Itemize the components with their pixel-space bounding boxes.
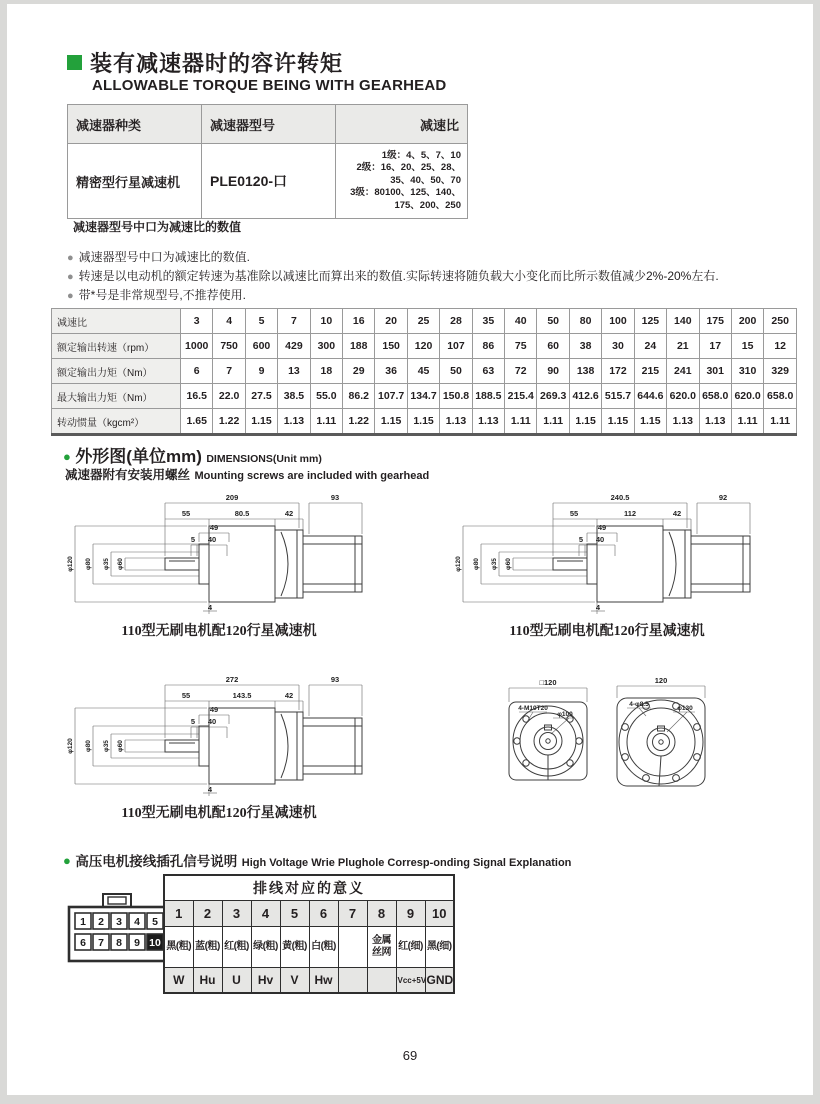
table-cell: 75 <box>505 334 537 359</box>
row-label: 转动惯量（kgcm²） <box>52 409 181 435</box>
note-text: 减速器型号中口为减速比的数值. <box>78 250 250 264</box>
table-cell: 86.2 <box>343 384 375 409</box>
table-cell: 1.13 <box>278 409 310 435</box>
table-cell: 22.0 <box>213 384 245 409</box>
spec-row-ratio <box>52 309 797 334</box>
table-cell: 1.15 <box>569 409 601 435</box>
table-cell: 金属丝网 <box>367 927 396 968</box>
ratio-line: 175、200、250 <box>394 199 461 211</box>
table-cell: 300 <box>310 334 342 359</box>
table-cell: 150 <box>375 334 407 359</box>
table-cell: 1.13 <box>667 409 699 435</box>
table-cell: 250 <box>764 309 797 334</box>
table-cell: 1.11 <box>505 409 537 435</box>
dim-motor: 92 <box>718 493 728 502</box>
page-subtitle: ALLOWABLE TORQUE BEING WITH GEARHEAD <box>92 77 447 94</box>
wiring-title-cn: 高压电机接线插孔信号说明 <box>75 854 238 869</box>
note-item <box>67 267 719 286</box>
table-cell: 658.0 <box>764 384 797 409</box>
dim-front: 55 <box>181 509 191 518</box>
table-cell: 269.3 <box>537 384 569 409</box>
dim-bolt-label-left: 4-M10T20 <box>518 705 548 712</box>
dim-body: 143.5 <box>232 691 252 700</box>
notes-block <box>67 248 719 305</box>
table-cell: 绿(粗) <box>251 927 280 968</box>
wiring-pins-row <box>164 901 454 927</box>
row-label: 最大输出力矩（Nm） <box>52 384 181 409</box>
wiring-header <box>63 850 571 871</box>
table-cell: 45 <box>407 359 439 384</box>
table-cell: 20 <box>375 309 407 334</box>
dim-adapter: 42 <box>284 691 294 700</box>
table-cell: 4 <box>251 901 280 927</box>
table-cell: 125 <box>634 309 666 334</box>
table-cell: 9 <box>396 901 425 927</box>
dimensions-title-en: DIMENSIONS(Unit mm) <box>206 453 322 465</box>
table-cell: 10 <box>310 309 342 334</box>
table-cell: 120 <box>407 334 439 359</box>
table-cell: 黄(粗) <box>280 927 309 968</box>
dim-front: 55 <box>569 509 579 518</box>
dim-dia80: φ80 <box>473 558 480 570</box>
row-label: 减速比 <box>52 309 181 334</box>
dim-front: 55 <box>181 691 191 700</box>
table-cell: 1.15 <box>245 409 277 435</box>
page-title: 装有减速器时的容许转矩 <box>90 51 344 76</box>
table-cell: 1.15 <box>375 409 407 435</box>
wiring-table-title: 排线对应的意义 <box>164 875 454 901</box>
table-cell: 35 <box>472 309 504 334</box>
spec-table <box>51 308 797 436</box>
connector-pin: 2 <box>98 916 104 928</box>
table-cell: 1.11 <box>731 409 763 435</box>
note-item <box>67 286 719 305</box>
dim-adapter: 42 <box>284 509 294 518</box>
table-cell: 50 <box>440 359 472 384</box>
table-cell: 150.8 <box>440 384 472 409</box>
table-cell: 4 <box>213 309 245 334</box>
table-cell: 16 <box>343 309 375 334</box>
table-cell: 16.5 <box>181 384 213 409</box>
table-cell: 515.7 <box>602 384 634 409</box>
col-gearhead-type: 减速器种类 <box>68 105 202 144</box>
note-item <box>67 248 719 267</box>
bullet-icon: ● <box>63 449 71 464</box>
dimension-drawing-2 <box>447 490 767 618</box>
table-cell: 白(粗) <box>309 927 338 968</box>
table-cell: 6 <box>309 901 338 927</box>
table-cell: 1000 <box>181 334 213 359</box>
table-cell: 200 <box>731 309 763 334</box>
ratio-line: 35、40、50、70 <box>390 174 461 186</box>
gearhead-header-row <box>68 105 468 144</box>
table-cell: 412.6 <box>569 384 601 409</box>
connector-pin: 3 <box>116 916 122 928</box>
table-cell: 1.13 <box>699 409 731 435</box>
page-number: 69 <box>402 1048 418 1063</box>
table-cell: 172 <box>602 359 634 384</box>
spec-row-torque <box>52 359 797 384</box>
table-cell: V <box>280 968 309 994</box>
table-cell: 241 <box>667 359 699 384</box>
table-cell: 黑(细) <box>425 927 454 968</box>
dim-motor: 93 <box>330 675 340 684</box>
dim-dia35: φ35 <box>103 740 110 752</box>
table-cell: 28 <box>440 309 472 334</box>
table-cell: W <box>164 968 193 994</box>
gearhead-model: PLE0120-口 <box>202 144 336 219</box>
dim-dia80: φ80 <box>85 740 92 752</box>
table-cell: 138 <box>569 359 601 384</box>
wiring-table-title-row <box>164 875 454 901</box>
table-cell: 21 <box>667 334 699 359</box>
table-cell: 27.5 <box>245 384 277 409</box>
col-gearhead-ratio: 减速比 <box>336 105 468 144</box>
dim-49: 49 <box>597 523 607 532</box>
table-cell: 750 <box>213 334 245 359</box>
table-cell: 310 <box>731 359 763 384</box>
dim-body: 80.5 <box>234 509 250 518</box>
table-cell: 7 <box>278 309 310 334</box>
table-cell: 658.0 <box>699 384 731 409</box>
connector-plug-icon <box>67 892 171 964</box>
table-footnote: 减速器型号中口为减速比的数值 <box>73 220 242 234</box>
dim-40: 40 <box>207 535 217 544</box>
table-cell <box>367 968 396 994</box>
table-cell: 36 <box>375 359 407 384</box>
ratio-line: 1级：4、5、7、10 <box>381 149 461 161</box>
table-cell: Hw <box>309 968 338 994</box>
table-cell: 10 <box>425 901 454 927</box>
row-label: 额定输出转速（rpm） <box>52 334 181 359</box>
dim-5: 5 <box>190 535 196 544</box>
table-cell: 188.5 <box>472 384 504 409</box>
table-cell: 188 <box>343 334 375 359</box>
table-cell: 63 <box>472 359 504 384</box>
table-cell: 80 <box>569 309 601 334</box>
table-cell: 红(细) <box>396 927 425 968</box>
dim-total: 209 <box>225 493 239 502</box>
table-cell: 1.11 <box>764 409 797 435</box>
drawing-caption: 110型无刷电机配120行星减速机 <box>121 806 317 821</box>
dim-dia130: φ130 <box>677 705 693 712</box>
table-cell: 黑(粗) <box>164 927 193 968</box>
table-cell: 60 <box>537 334 569 359</box>
table-cell: 12 <box>764 334 797 359</box>
col-gearhead-model: 减速器型号 <box>202 105 336 144</box>
table-cell: 7 <box>213 359 245 384</box>
page <box>7 4 813 1095</box>
table-cell: 55.0 <box>310 384 342 409</box>
dim-4: 4 <box>207 603 213 612</box>
table-cell: 1.15 <box>602 409 634 435</box>
dimensions-subtitle-cn: 减速器附有安装用螺丝 <box>65 468 191 482</box>
dim-adapter: 42 <box>672 509 682 518</box>
table-cell: 1.11 <box>310 409 342 435</box>
note-text: 带*号是非常规型号,不推荐使用. <box>78 288 246 302</box>
dim-40: 40 <box>595 535 605 544</box>
table-cell: 1 <box>164 901 193 927</box>
bullet-icon: ● <box>67 290 74 302</box>
dim-dia120: φ120 <box>67 556 74 572</box>
dim-5: 5 <box>190 717 196 726</box>
dim-dia60: φ60 <box>117 740 124 752</box>
connector-pin: 10 <box>149 937 161 949</box>
connector-pin: 7 <box>98 937 104 949</box>
dim-5: 5 <box>578 535 584 544</box>
table-cell: 107.7 <box>375 384 407 409</box>
connector-pin: 8 <box>116 937 122 949</box>
ratio-line: 3级：80100、125、140、 <box>350 187 461 199</box>
table-cell: 215 <box>634 359 666 384</box>
table-cell: 134.7 <box>407 384 439 409</box>
table-cell: 6 <box>181 359 213 384</box>
bullet-icon: ● <box>63 853 71 868</box>
dimensions-subtitle-en: Mounting screws are included with gearhead <box>194 470 430 482</box>
table-cell: 175 <box>699 309 731 334</box>
table-cell: 29 <box>343 359 375 384</box>
wiring-table <box>163 874 455 994</box>
table-cell: 1.22 <box>343 409 375 435</box>
dimensions-subtitle <box>65 465 429 484</box>
dim-total: 272 <box>225 675 239 684</box>
connector-pin: 5 <box>152 916 158 928</box>
table-cell: 429 <box>278 334 310 359</box>
table-cell: 215.4 <box>505 384 537 409</box>
table-cell: 620.0 <box>731 384 763 409</box>
table-cell: 1.13 <box>440 409 472 435</box>
table-cell: 72 <box>505 359 537 384</box>
table-cell: Vcc+5V <box>396 968 425 994</box>
dim-40: 40 <box>207 717 217 726</box>
table-cell: 301 <box>699 359 731 384</box>
gearhead-type: 精密型行星减速机 <box>68 144 202 219</box>
table-cell: 3 <box>181 309 213 334</box>
dimensions-header <box>63 442 322 467</box>
table-cell: Hv <box>251 968 280 994</box>
dim-dia35: φ35 <box>491 558 498 570</box>
table-cell: 1.11 <box>537 409 569 435</box>
table-cell: 5 <box>245 309 277 334</box>
table-cell: 90 <box>537 359 569 384</box>
table-cell: U <box>222 968 251 994</box>
table-cell: 40 <box>505 309 537 334</box>
table-cell: 15 <box>731 334 763 359</box>
dim-dia120: φ120 <box>67 738 74 754</box>
wiring-title-en: High Voltage Wrie Plughole Corresp-onding Signal Explanation <box>241 857 572 869</box>
dim-square120: □120 <box>539 678 557 687</box>
table-cell: 1.13 <box>472 409 504 435</box>
table-cell: 107 <box>440 334 472 359</box>
ratio-line: 2级：16、20、25、28、 <box>356 162 461 174</box>
table-cell: Hu <box>193 968 222 994</box>
dim-dia80: φ80 <box>85 558 92 570</box>
table-cell: 1.65 <box>181 409 213 435</box>
connector-pin: 6 <box>80 937 86 949</box>
dim-dia120: φ120 <box>455 556 462 572</box>
table-cell: 8 <box>367 901 396 927</box>
wiring-colors-row <box>164 927 454 968</box>
table-cell: 蓝(粗) <box>193 927 222 968</box>
table-cell <box>338 968 367 994</box>
connector-pin: 9 <box>134 937 140 949</box>
dim-dia100: φ100 <box>557 711 573 718</box>
table-cell: 13 <box>278 359 310 384</box>
dim-dia35: φ35 <box>103 558 110 570</box>
dimension-drawing-3 <box>59 672 379 800</box>
table-cell: 红(粗) <box>222 927 251 968</box>
table-cell: 24 <box>634 334 666 359</box>
spec-row-maxtorque <box>52 384 797 409</box>
table-cell: 2 <box>193 901 222 927</box>
dim-total: 240.5 <box>610 493 630 502</box>
table-cell: 5 <box>280 901 309 927</box>
table-cell: 1.15 <box>634 409 666 435</box>
bullet-icon: ● <box>67 252 74 264</box>
table-cell: 620.0 <box>667 384 699 409</box>
dim-4: 4 <box>207 785 213 794</box>
note-text: 转速是以电动机的额定转速为基准除以减速比而算出来的数值.实际转速将随负载大小变化而比所示数值减少2%-20%左右. <box>78 269 719 283</box>
dim-dia60: φ60 <box>117 558 124 570</box>
dim-49: 49 <box>209 523 219 532</box>
wiring-signals-row <box>164 968 454 994</box>
table-cell: 18 <box>310 359 342 384</box>
dim-motor: 93 <box>330 493 340 502</box>
table-cell: 50 <box>537 309 569 334</box>
dim-body: 112 <box>623 509 637 518</box>
table-cell: 329 <box>764 359 797 384</box>
dim-4: 4 <box>595 603 601 612</box>
table-cell: 38 <box>569 334 601 359</box>
table-cell: 1.22 <box>213 409 245 435</box>
dimensions-title-cn: 外形图(单位mm) <box>75 447 202 466</box>
connector-pin: 4 <box>134 916 140 928</box>
gearhead-table <box>67 104 468 219</box>
table-cell: 38.5 <box>278 384 310 409</box>
table-cell: 9 <box>245 359 277 384</box>
row-label: 额定输出力矩（Nm） <box>52 359 181 384</box>
table-cell <box>338 927 367 968</box>
gearhead-ratios <box>336 144 468 219</box>
connector-pin: 1 <box>80 916 86 928</box>
table-cell: 100 <box>602 309 634 334</box>
table-cell: 17 <box>699 334 731 359</box>
table-cell: GND <box>425 968 454 994</box>
table-cell: 7 <box>338 901 367 927</box>
spec-row-inertia <box>52 409 797 435</box>
bullet-icon: ● <box>67 271 74 283</box>
table-cell: 86 <box>472 334 504 359</box>
dim-dia60: φ60 <box>505 558 512 570</box>
dim-120: 120 <box>654 676 668 685</box>
dim-bolt-label-right: 4-φ8.5 <box>629 701 649 708</box>
table-cell: 25 <box>407 309 439 334</box>
title-square-icon <box>67 55 82 70</box>
table-cell: 140 <box>667 309 699 334</box>
dimension-drawing-1 <box>59 490 379 618</box>
dim-49: 49 <box>209 705 219 714</box>
gearhead-data-row <box>68 144 468 219</box>
drawing-caption: 110型无刷电机配120行星减速机 <box>121 624 317 639</box>
table-cell: 30 <box>602 334 634 359</box>
table-cell: 644.6 <box>634 384 666 409</box>
table-cell: 3 <box>222 901 251 927</box>
front-view-drawings <box>489 676 727 814</box>
spec-row-speed <box>52 334 797 359</box>
table-cell: 600 <box>245 334 277 359</box>
drawing-caption: 110型无刷电机配120行星减速机 <box>509 624 705 639</box>
table-cell: 1.15 <box>407 409 439 435</box>
